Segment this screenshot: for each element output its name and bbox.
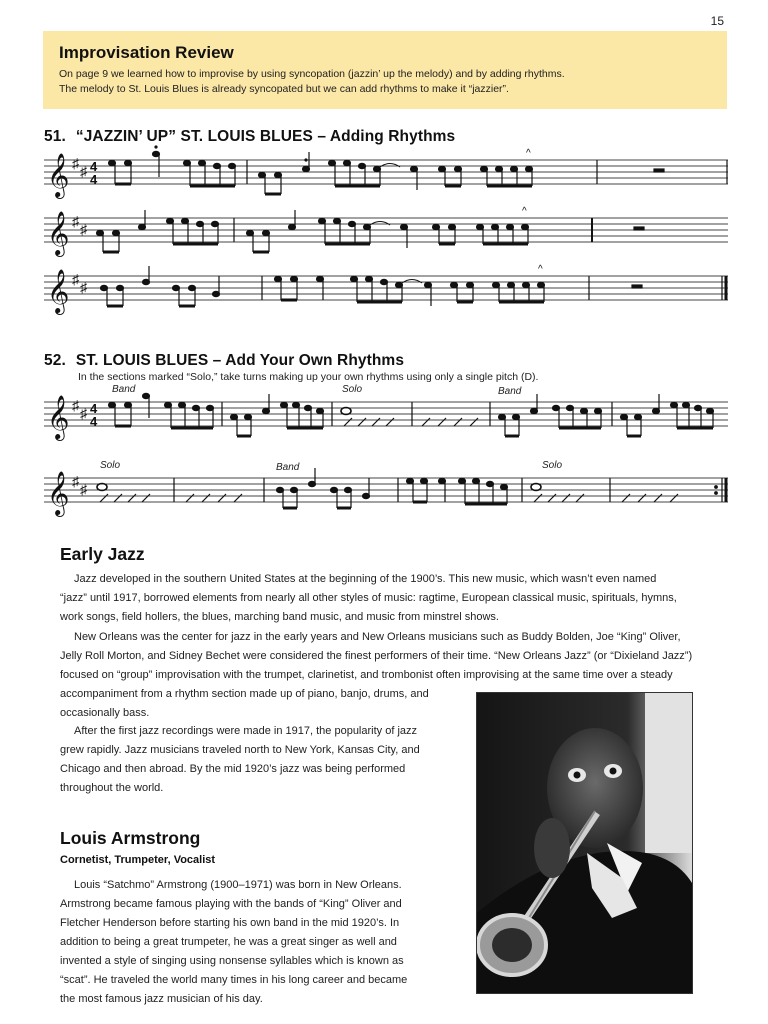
solo-label: Solo xyxy=(100,460,121,471)
svg-text:♯: ♯ xyxy=(80,163,87,179)
review-title: Improvisation Review xyxy=(59,43,234,62)
armstrong-title: Louis Armstrong xyxy=(60,828,201,848)
review-line: The melody to St. Louis Blues is already syncopated but we can add rhythms to make it “jazzier”. xyxy=(59,83,509,95)
svg-text:𝄞: 𝄞 xyxy=(47,211,70,255)
exercise-52-instructions: In the sections marked “Solo,” take turns making up your own rhythms using only a single pitch (D). xyxy=(78,371,539,383)
svg-text:4: 4 xyxy=(90,159,98,174)
svg-text:4: 4 xyxy=(90,414,98,429)
armstrong-bio: Louis “Satchmo” Armstrong (1900–1971) was born in New Orleans. Armstrong became famous playing with the bands of “King” Oliver and Fletcher Henderson before starting his own band in the mid 1920’s. In addition to being a great trumpeter, he was a great singer as well and invented a style of singing using nonsense syllables which is known as “scat”. He traveled the world many times in his long career and became the most famous jazz musician of his day. xyxy=(60,879,408,1005)
svg-text:^: ^ xyxy=(538,264,543,275)
svg-text:4: 4 xyxy=(90,401,98,416)
staff-51-line-3 xyxy=(44,258,728,318)
svg-text:♯: ♯ xyxy=(72,271,79,287)
svg-text:♯: ♯ xyxy=(80,481,87,497)
svg-text:♯: ♯ xyxy=(80,279,87,295)
svg-text:♯: ♯ xyxy=(72,155,79,171)
exercise-52-title xyxy=(44,352,404,370)
solo-label: Solo xyxy=(542,460,563,471)
armstrong-subtitle: Cornetist, Trumpeter, Vocalist xyxy=(60,854,216,866)
svg-text:4: 4 xyxy=(90,172,98,187)
review-line: On page 9 we learned how to improvise by using syncopation (jazzin’ up the melody) and by adding rhythms. xyxy=(59,68,565,80)
exercise-title-text: “JAZZIN’ UP” ST. LOUIS BLUES – Adding Rhythms xyxy=(75,128,456,145)
svg-text:^: ^ xyxy=(526,148,531,159)
exercise-number: 52. xyxy=(44,352,66,369)
svg-text:^: ^ xyxy=(522,206,527,217)
early-jazz-title: Early Jazz xyxy=(60,544,145,564)
svg-text:♯: ♯ xyxy=(80,405,87,421)
band-label: Band xyxy=(498,386,522,397)
svg-text:𝄞: 𝄞 xyxy=(47,471,70,515)
solo-label: Solo xyxy=(342,384,363,395)
exercise-number: 51. xyxy=(44,128,66,145)
svg-text:𝄞: 𝄞 xyxy=(47,153,70,197)
band-label: Band xyxy=(276,462,300,473)
svg-text:♯: ♯ xyxy=(72,397,79,413)
band-label: Band xyxy=(112,384,136,395)
exercise-title-text: ST. LOUIS BLUES – Add Your Own Rhythms xyxy=(75,352,405,369)
page-number: 15 xyxy=(710,14,724,28)
early-jazz-paragraph-3: After the first jazz recordings were made in 1917, the popularity of jazz grew rapidly. Jazz musicians traveled north to New York, Kansas City, and Chicago and then abroad. By the mid 1920’s jazz was being performed throughout the world. xyxy=(60,725,420,794)
staff-52-line-1 xyxy=(44,380,728,440)
improvisation-review-box xyxy=(43,31,727,109)
svg-text:♯: ♯ xyxy=(80,221,87,237)
staff-51-line-1 xyxy=(44,142,728,202)
svg-text:♯: ♯ xyxy=(72,473,79,489)
early-jazz-paragraph-2: New Orleans was the center for jazz in the early years and New Orleans musicians such as Buddy Bolden, Joe “King” Oliver, Jelly Roll Morton, and Sidney Bechet were considered the finest performers of their time. “New Orleans Jazz” (or “Dixieland Jazz”) focused on “group” improvisation with the trumpet, clarinetist, and trombonist often improvising at the same time over a steady accompaniment from a rhythm section made up of piano, banjo, drums, and occasionally bass. xyxy=(60,631,693,719)
svg-text:𝄞: 𝄞 xyxy=(47,395,70,439)
svg-text:♯: ♯ xyxy=(72,213,79,229)
armstrong-photo xyxy=(476,692,693,994)
early-jazz-paragraph-1: Jazz developed in the southern United States at the beginning of the 1900’s. This new music, which wasn’t even named “jazz” until 1917, borrowed elements from nearly all other styles of music: ragtime, European classical music, spirituals, hymns, work songs, field hollers, the blues, marching band music, and music from minstrel shows. xyxy=(60,573,677,623)
staff-52-line-2 xyxy=(44,456,728,516)
staff-51-line-2 xyxy=(44,200,728,260)
svg-text:𝄞: 𝄞 xyxy=(47,269,70,313)
